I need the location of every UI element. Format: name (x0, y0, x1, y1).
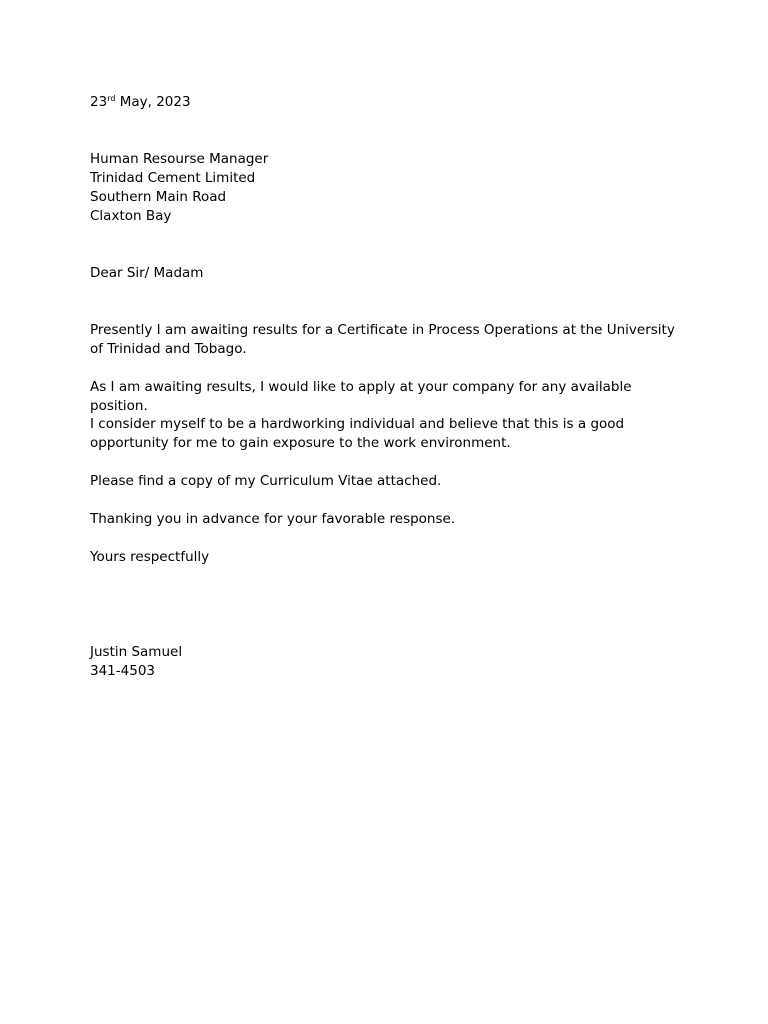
letter-date (90, 93, 680, 112)
date-rest: May, 2023 (115, 94, 191, 110)
salutation: Dear Sir/ Madam (90, 265, 204, 281)
recipient-address (90, 150, 680, 226)
recipient-town: Claxton Bay (90, 208, 172, 224)
signature-name: Justin Samuel (90, 644, 183, 660)
body-paragraph-5: Thanking you in advance for your favorable response. (90, 511, 456, 527)
body-paragraph-3: I consider myself to be a hardworking individual and believe that this is a good opportunity for me to gain exposure to the work environment. (90, 416, 625, 451)
signature-phone: 341-4503 (90, 663, 155, 679)
signature-block (90, 643, 680, 681)
recipient-company: Trinidad Cement Limited (90, 170, 256, 186)
recipient-title: Human Resourse Manager (90, 151, 269, 167)
body-paragraph-1: Presently I am awaiting results for a Certificate in Process Operations at the University of Trinidad and Tobago. (90, 322, 675, 357)
body-paragraph-4: Please find a copy of my Curriculum Vitae attached. (90, 473, 442, 489)
recipient-street: Southern Main Road (90, 189, 227, 205)
closing: Yours respectfully (90, 549, 210, 565)
date-day-suffix: rd (107, 94, 116, 103)
date-day: 23 (90, 94, 108, 110)
body-paragraph-2: As I am awaiting results, I would like to apply at your company for any available position. (90, 379, 632, 414)
